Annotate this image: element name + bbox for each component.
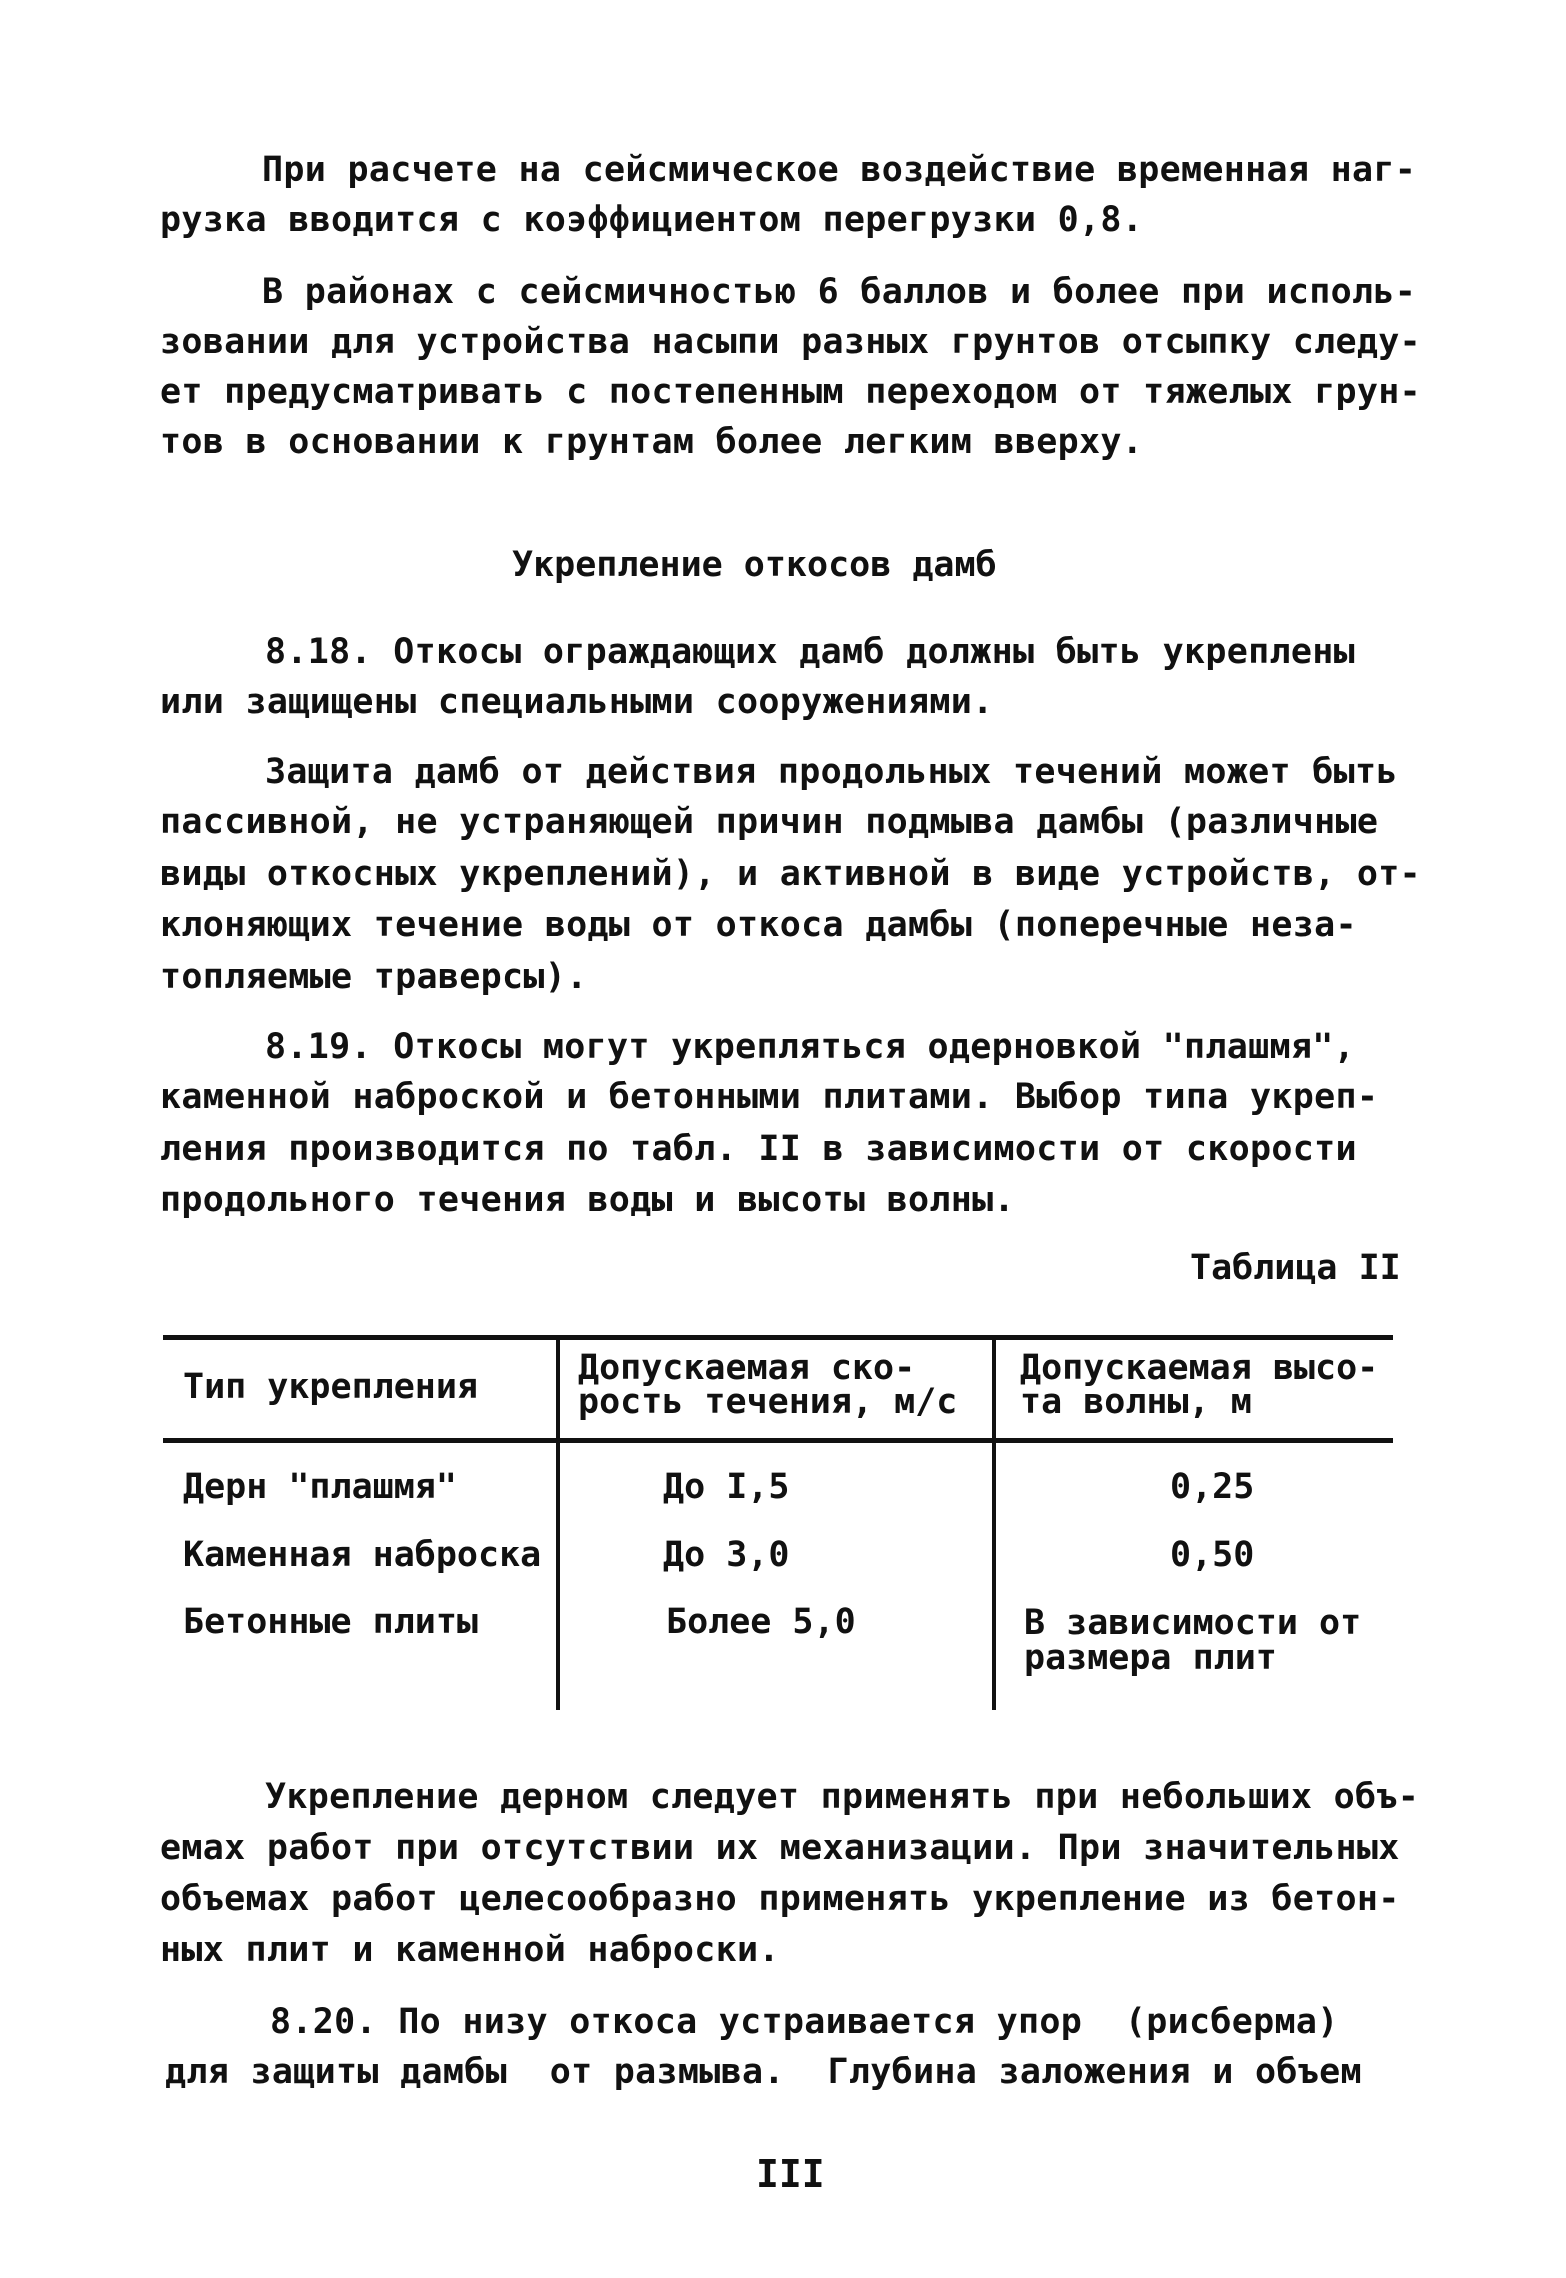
table-row-1-type: Дерн "плашмя" [183,1467,457,1507]
table-row-1-height: 0,25 [1170,1467,1255,1507]
p6-line-3: объемах работ целесообразно применять укрепление из бетон- [160,1879,1400,1919]
p4-line-4: клоняющих течение воды от откоса дамбы (поперечные неза- [160,905,1357,945]
p2-line-3: ет предусматривать с постепенным переходом от тяжелых грун- [160,372,1421,412]
page-number: III [756,2152,825,2196]
p5-line-4: продольного течения воды и высоты волны. [160,1180,1015,1220]
p6-line-1: Укрепление дерном следует применять при небольших объ- [265,1777,1420,1817]
table-row-3-height-line-2: размера плит [1024,1638,1277,1678]
table-top-rule [163,1335,1393,1340]
section-title: Укрепление откосов дамб [512,545,997,585]
table-header-height-line-2: та волны, м [1020,1382,1252,1422]
table-row-3-type: Бетонные плиты [183,1602,479,1642]
p7-line-2: для защиты дамбы от размыва. Глубина заложения и объем [165,2052,1362,2092]
p1-line-2: рузка вводится с коэффициентом перегрузки 0,8. [160,200,1144,240]
p5-line-2: каменной наброской и бетонными плитами. Выбор типа укреп- [160,1077,1379,1117]
p2-line-1: В районах с сейсмичностью 6 баллов и более при исполь- [262,272,1417,312]
p2-line-4: тов в основании к грунтам более легким вверху. [160,422,1144,462]
p1-line-1: При расчете на сейсмическое воздействие временная наг- [262,150,1417,190]
p4-line-3: виды откосных укреплений), и активной в виде устройств, от- [160,854,1421,894]
table-row-3-speed: Более 5,0 [666,1602,856,1642]
table-row-2-type: Каменная наброска [183,1535,542,1575]
p2-line-2: зовании для устройства насыпи разных грунтов отсыпку следу- [160,322,1421,362]
table-header-speed-line-1: Допускаемая ско- [578,1348,916,1388]
p3-line-2: или защищены специальными сооружениями. [160,682,994,722]
p6-line-2: емах работ при отсутствии их механизации. При значительных [160,1828,1400,1868]
p4-line-2: пассивной, не устраняющей причин подмыва дамбы (различные [160,802,1379,842]
table-header-speed-line-2: рость течения, м/с [578,1382,958,1422]
table-header-rule [163,1438,1393,1443]
p7-line-1: 8.20. По низу откоса устраивается упор (рисберма) [270,2002,1339,2042]
table-col-divider-2 [992,1335,996,1710]
p5-line-3: ления производится по табл. II в зависимости от скорости [160,1129,1357,1169]
table-col-divider-1 [556,1335,560,1710]
table-caption: Таблица II [1190,1248,1401,1288]
p3-line-1: 8.18. Откосы ограждающих дамб должны быть укреплены [265,632,1355,672]
table-header-type: Тип укрепления [183,1367,479,1407]
table-header-height-line-1: Допускаемая высо- [1020,1348,1379,1388]
p5-line-1: 8.19. Откосы могут укрепляться одерновкой "плашмя", [265,1027,1355,1067]
p4-line-5: топляемые траверсы). [160,957,588,997]
table-row-3-height-line-1: В зависимости от [1024,1603,1362,1643]
p6-line-4: ных плит и каменной наброски. [160,1930,780,1970]
table-row-1-speed: До I,5 [663,1467,790,1507]
table-row-2-height: 0,50 [1170,1535,1255,1575]
p4-line-1: Защита дамб от действия продольных течений может быть [265,752,1398,792]
table-row-2-speed: До 3,0 [663,1535,790,1575]
